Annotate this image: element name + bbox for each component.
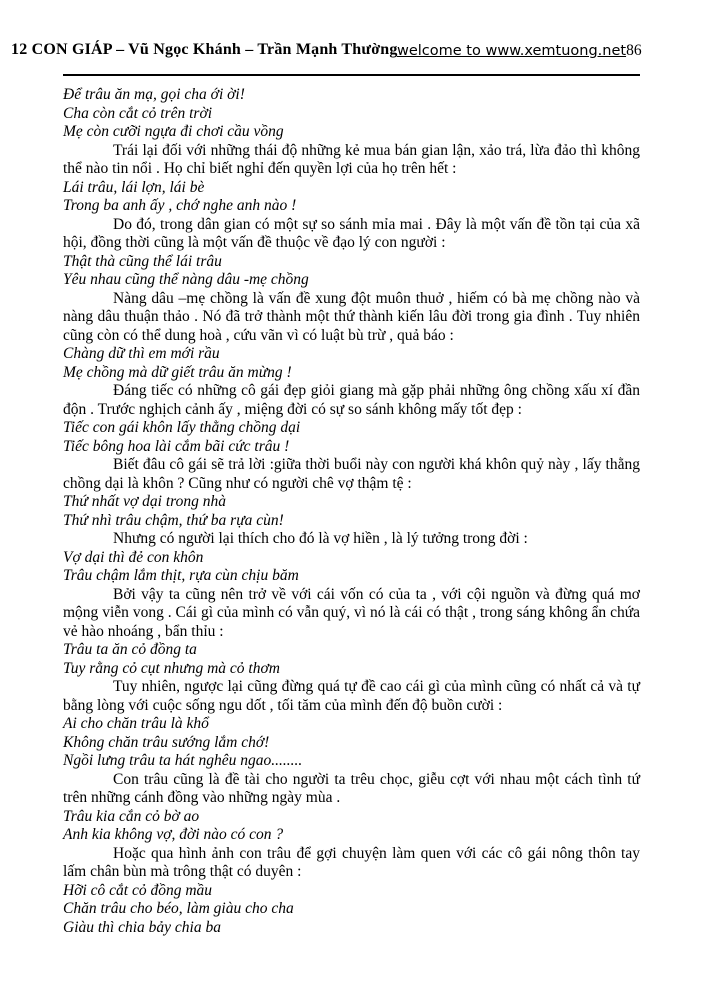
verse-line: Lái trâu, lái lợn, lái bè (63, 178, 205, 196)
page-number: 86 (626, 42, 642, 59)
page-body (63, 80, 640, 937)
paragraph: Biết đâu cô gái sẽ trả lời :giữa thời buổi này con người khá khôn quỷ này , lấy thằng chồng dại là khôn ? Cũng như có người chê vợ thậm tệ : (63, 456, 640, 492)
book-title: 12 CON GIÁP – Vũ Ngọc Khánh – Trần Mạnh Thường (11, 41, 398, 58)
verse-line: Không chăn trâu sướng lắm chớ! (63, 733, 270, 751)
verse-line: Tuy rằng cỏ cụt nhưng mà cỏ thơm (63, 659, 280, 677)
paragraph: Tuy nhiên, ngược lại cũng đừng quá tự đề cao cái gì của mình cũng có nhất cả và tự bằng lòng với cuộc sống ngu dốt , tối tăm của mình đến độ buồn cười : (63, 678, 640, 714)
paragraph: Hoặc qua hình ảnh con trâu để gợi chuyện làm quen với các cô gái nông thôn tay lấm chân bùn mà trông thật có duyên : (63, 844, 640, 880)
verse-line: Tiếc bông hoa lài cắm bãi cức trâu ! (63, 437, 290, 455)
paragraph: Đáng tiếc có những cô gái đẹp giỏi giang mà gặp phải những ông chồng xấu xí đần độn . Trước nghịch cảnh ấy , miệng đời có sự so sánh không mấy tốt đẹp : (63, 382, 640, 418)
paragraph: Trái lại đối với những thái độ những kẻ mua bán gian lận, xảo trá, lừa đảo thì không thể nào tin nổi . Họ chỉ biết nghỉ đến quyền lợi của họ trên hết : (63, 141, 640, 177)
verse-line: Mẹ còn cưỡi ngựa đi chơi cầu vồng (63, 123, 284, 140)
verse-line: Vợ dại thì đẻ con khôn (63, 548, 204, 566)
verse-line: Giàu thì chia bảy chia ba (63, 918, 221, 936)
verse-line: Chàng dữ thì em mới rầu (63, 345, 220, 362)
verse-line: Chăn trâu cho béo, làm giàu cho cha (63, 900, 294, 917)
verse-line: Ai cho chăn trâu là khổ (63, 715, 209, 732)
verse-line: Anh kia không vợ, đời nào có con ? (63, 826, 284, 843)
paragraph: Nàng dâu –mẹ chồng là vấn đề xung đột muôn thuở , hiếm có bà mẹ chồng nào và nàng dâu thuận thảo . Nó đã trở thành một thứ thành kiến lâu đời trong gia đình . Tuy nhiên cũng còn có thể dung hoà , cứu vãn vì có luật bù trừ , quả báo : (63, 289, 640, 344)
verse-line: Trâu ta ăn cỏ đồng ta (63, 641, 197, 658)
header-divider (63, 74, 640, 76)
verse-line: Trâu chậm lắm thịt, rựa cùn chịu băm (63, 567, 299, 584)
page-header-right (397, 42, 642, 60)
verse-line: Thứ nhất vợ dại trong nhà (63, 493, 226, 510)
verse-line: Tiếc con gái khôn lấy thằng chồng dại (63, 419, 301, 436)
paragraph: Nhưng có người lại thích cho đó là vợ hiền , là lý tưởng trong đời : (113, 530, 528, 547)
verse-line: Cha còn cắt cỏ trên trời (63, 104, 213, 122)
verse-line: Ngồi lưng trâu ta hát nghêu ngao........ (63, 752, 303, 769)
verse-line: Yêu nhau cũng thể nàng dâu -mẹ chồng (63, 271, 309, 288)
verse-line: Mẹ chồng mà dữ giết trâu ăn mừng ! (63, 363, 292, 381)
paragraph: Do đó, trong dân gian có một sự so sánh mỉa mai . Đây là một vấn đề tồn tại của xã hội, đồng thời cũng là một vấn đề thuộc về đạo lý con người : (63, 215, 640, 251)
verse-line: Hỡi cô cắt cỏ đồng mầu (63, 881, 213, 899)
website-link[interactable]: welcome to www.xemtuong.net (397, 43, 627, 59)
verse-line: Thứ nhì trâu chậm, thứ ba rựa cùn! (63, 511, 284, 529)
paragraph: Con trâu cũng là đề tài cho người ta trêu chọc, giễu cợt với nhau một cách tình tứ trên những cánh đồng vào những ngày mùa . (63, 770, 640, 806)
verse-line: Trâu kia cắn cỏ bờ ao (63, 807, 200, 825)
paragraph: Bởi vậy ta cũng nên trở về với cái vốn có của ta , với cội nguồn và đừng quá mơ mộng viễn vong . Cái gì của mình có vẫn quý, vì nó là cái có thật , trong sáng không ẩn chứa vẻ hào nhoáng , bẩn thỉu : (63, 585, 640, 640)
verse-line: Để trâu ăn mạ, gọi cha ới ời! (63, 86, 245, 103)
verse-line: Trong ba anh ấy , chớ nghe anh nào ! (63, 197, 297, 214)
verse-line: Thật thà cũng thể lái trâu (63, 252, 222, 270)
